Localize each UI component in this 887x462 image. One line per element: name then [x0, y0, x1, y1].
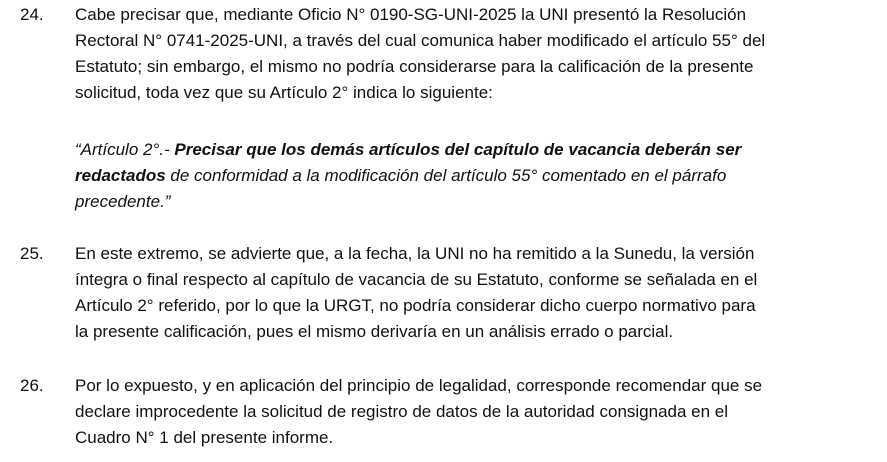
text-line	[75, 137, 865, 163]
paragraph-number: 26.	[20, 376, 44, 395]
text-line: solicitud, toda vez que su Artículo 2° indica lo siguiente:	[75, 83, 493, 102]
text-line: Por lo expuesto, y en aplicación del principio de legalidad, corresponde recomendar que se	[75, 376, 763, 395]
text-line: declare improcedente la solicitud de registro de datos de la autoridad consignada en el	[75, 402, 729, 421]
paragraph-text	[75, 2, 865, 106]
text-line: Cuadro N° 1 del presente informe.	[75, 428, 334, 447]
quote-bold-text: redactados	[75, 166, 166, 185]
paragraph-number: 25.	[20, 244, 44, 263]
text-line: Estatuto; sin embargo, el mismo no podría considerarse para la calificación de la presente	[75, 57, 754, 76]
paragraph-text	[75, 241, 865, 345]
text-line: la presente calificación, pues el mismo derivaría en un análisis errado o parcial.	[75, 322, 674, 341]
text-line: Cabe precisar que, mediante Oficio N° 0190-SG-UNI-2025 la UNI presentó la Resolución	[75, 5, 747, 24]
quote-bold-text: Precisar que los demás artículos del capítulo de vacancia deberán ser	[174, 140, 742, 159]
text-line: Artículo 2° referido, por lo que la URGT, no podría considerar dicho cuerpo normativo para	[75, 296, 756, 315]
quote-text	[75, 137, 865, 215]
text-line: En este extremo, se advierte que, a la fecha, la UNI no ha remitido a la Sunedu, la versión	[75, 244, 755, 263]
text-line: Rectoral N° 0741-2025-UNI, a través del cual comunica haber modificado el artículo 55° del	[75, 31, 766, 50]
quote-text-rest: de conformidad a la modificación del artículo 55° comentado en el párrafo	[165, 166, 727, 185]
text-line: precedente.”	[75, 192, 171, 211]
text-line	[75, 163, 865, 189]
paragraph-text	[75, 373, 865, 451]
quote-intro: “Artículo 2°.-	[75, 140, 175, 159]
text-line: íntegra o final respecto al capítulo de vacancia de su Estatuto, conforme se señalada en el	[75, 270, 758, 289]
paragraph-number: 24.	[20, 5, 44, 24]
